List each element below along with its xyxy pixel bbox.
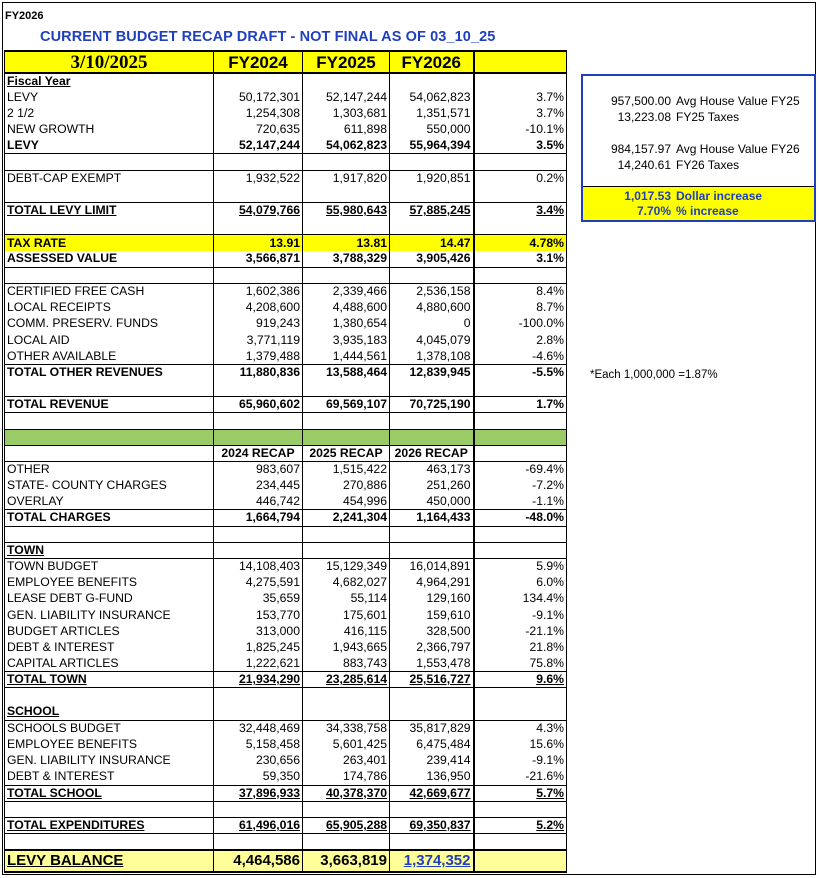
pct-change: 3.1%	[474, 251, 567, 267]
value-fy2025: 416,115	[303, 623, 390, 639]
row-label: TOTAL TOWN	[5, 672, 214, 688]
pct-change: 3.7%	[474, 89, 567, 105]
pct-change: -5.5%	[474, 364, 567, 380]
row-total-charges	[5, 510, 567, 526]
value-fy2024: 983,607	[214, 461, 303, 477]
avg-fy26-label: Avg House Value FY26	[676, 142, 800, 156]
recap-2025: 2025 RECAP	[303, 445, 390, 461]
row-label: CERTIFIED FREE CASH	[5, 283, 214, 299]
blank-row	[5, 186, 567, 202]
pct-change: 75.8%	[474, 656, 567, 672]
blank-row	[5, 688, 567, 704]
value-fy2024: 313,000	[214, 623, 303, 639]
value-fy2025: 1,917,820	[303, 170, 390, 186]
value-fy2026: 6,475,484	[390, 737, 474, 753]
row-total-town	[5, 672, 567, 688]
row-other	[5, 461, 567, 477]
year-header-row	[5, 51, 567, 73]
value-fy2025: 13.81	[303, 235, 390, 251]
row-label: Fiscal Year	[5, 73, 214, 89]
value-fy2025: 883,743	[303, 656, 390, 672]
row-label: TOWN	[5, 542, 214, 558]
row-total-levy-limit	[5, 203, 567, 219]
value-fy2024: 1,602,386	[214, 283, 303, 299]
blank-row	[5, 834, 567, 850]
value-fy2024: 50,172,301	[214, 89, 303, 105]
row-gen-liab-t	[5, 607, 567, 623]
pct-change: 5.9%	[474, 558, 567, 574]
value-fy2024: 919,243	[214, 316, 303, 332]
value-fy2024: 1,222,621	[214, 656, 303, 672]
value-fy2025: 611,898	[303, 122, 390, 138]
value-fy2024: 4,464,586	[214, 850, 303, 872]
col-fy2024: FY2024	[214, 51, 303, 73]
row-free-cash	[5, 283, 567, 299]
avg-fy25-label: Avg House Value FY25	[676, 94, 800, 108]
blank-row	[5, 413, 567, 429]
pct-change: -100.0%	[474, 316, 567, 332]
row-label: EMPLOYEE BENEFITS	[5, 737, 214, 753]
recap-header-row	[5, 445, 567, 461]
value-fy2026: 55,964,394	[390, 138, 474, 154]
value-fy2026: 4,045,079	[390, 332, 474, 348]
row-new-growth	[5, 122, 567, 138]
row-fiscal-year	[5, 73, 567, 89]
value-fy2024: 14,108,403	[214, 558, 303, 574]
value-fy2025: 3,663,819	[303, 850, 390, 872]
value-fy2026: 3,905,426	[390, 251, 474, 267]
pct-change: -9.1%	[474, 607, 567, 623]
pct-change: 134.4%	[474, 591, 567, 607]
value-fy2025: 1,943,665	[303, 639, 390, 655]
value-fy2025: 40,378,370	[303, 785, 390, 801]
row-label: TOTAL REVENUE	[5, 397, 214, 413]
blank-row	[5, 267, 567, 283]
row-town	[5, 542, 567, 558]
pct-change: 0.2%	[474, 170, 567, 186]
row-label: STATE- COUNTY CHARGES	[5, 478, 214, 494]
value-fy2024: 1,379,488	[214, 348, 303, 364]
value-fy2024: 3,566,871	[214, 251, 303, 267]
value-fy2024: 59,350	[214, 769, 303, 785]
value-fy2026: 1,374,352	[390, 850, 474, 872]
avg-fy26-value: 984,157.97	[610, 142, 671, 156]
value-fy2025: 55,980,643	[303, 203, 390, 219]
value-fy2026: 70,725,190	[390, 397, 474, 413]
row-label: LEVY BALANCE	[5, 850, 214, 872]
budget-table-body	[5, 51, 567, 872]
value-fy2026: 4,880,600	[390, 300, 474, 316]
value-fy2026: 1,378,108	[390, 348, 474, 364]
row-school	[5, 704, 567, 720]
value-fy2025: 270,886	[303, 478, 390, 494]
row-label: 2 1/2	[5, 105, 214, 121]
row-label: ASSESSED VALUE	[5, 251, 214, 267]
headline: CURRENT BUDGET RECAP DRAFT - NOT FINAL AS OF 03_10_25	[40, 29, 496, 45]
value-fy2024: 65,960,602	[214, 397, 303, 413]
row-assessed	[5, 251, 567, 267]
row-debt-cap	[5, 170, 567, 186]
value-fy2025: 34,338,758	[303, 720, 390, 736]
value-fy2026: 1,164,433	[390, 510, 474, 526]
col-fy2025: FY2025	[303, 51, 390, 73]
row-gen-liab-s	[5, 753, 567, 769]
row-label: OTHER AVAILABLE	[5, 348, 214, 364]
value-fy2026: 2,536,158	[390, 283, 474, 299]
pct-change: 2.8%	[474, 332, 567, 348]
row-total-expend	[5, 817, 567, 833]
row-label: LOCAL AID	[5, 332, 214, 348]
row-tax-rate	[5, 235, 567, 251]
row-label: EMPLOYEE BENEFITS	[5, 575, 214, 591]
row-local-receipts	[5, 300, 567, 316]
pct-change: -9.1%	[474, 753, 567, 769]
value-fy2025: 52,147,244	[303, 89, 390, 105]
value-fy2026: 12,839,945	[390, 364, 474, 380]
row-emp-benefits-s	[5, 737, 567, 753]
value-fy2025: 65,905,288	[303, 817, 390, 833]
value-fy2026: 16,014,891	[390, 558, 474, 574]
value-fy2026: 0	[390, 316, 474, 332]
value-fy2024: 153,770	[214, 607, 303, 623]
row-label: SCHOOLS BUDGET	[5, 720, 214, 736]
row-label: NEW GROWTH	[5, 122, 214, 138]
blank-row	[5, 381, 567, 397]
value-fy2026: 450,000	[390, 494, 474, 510]
pct-change: -4.6%	[474, 348, 567, 364]
row-overlay	[5, 494, 567, 510]
value-fy2025: 1,303,681	[303, 105, 390, 121]
value-fy2025: 23,285,614	[303, 672, 390, 688]
row-other-available	[5, 348, 567, 364]
value-fy2026: 69,350,837	[390, 817, 474, 833]
value-fy2025: 1,444,561	[303, 348, 390, 364]
value-fy2026: 4,964,291	[390, 575, 474, 591]
row-budget-articles	[5, 623, 567, 639]
row-total-school	[5, 785, 567, 801]
value-fy2025: 4,488,600	[303, 300, 390, 316]
row-label: LEASE DEBT G-FUND	[5, 591, 214, 607]
pct-change: -69.4%	[474, 461, 567, 477]
value-fy2026: 328,500	[390, 623, 474, 639]
row-label: SCHOOL	[5, 704, 214, 720]
value-fy2025: 263,401	[303, 753, 390, 769]
value-fy2026: 2,366,797	[390, 639, 474, 655]
row-label: BUDGET ARTICLES	[5, 623, 214, 639]
value-fy2024: 446,742	[214, 494, 303, 510]
blank-row	[5, 526, 567, 542]
pct-change: 8.7%	[474, 300, 567, 316]
blank-row	[5, 801, 567, 817]
value-fy2026: 1,351,571	[390, 105, 474, 121]
tax-fy26-value: 14,240.61	[617, 158, 671, 172]
row-state-county	[5, 478, 567, 494]
value-fy2025: 4,682,027	[303, 575, 390, 591]
row-label: TOTAL EXPENDITURES	[5, 817, 214, 833]
value-fy2025: 69,569,107	[303, 397, 390, 413]
value-fy2024: 4,275,591	[214, 575, 303, 591]
value-fy2024: 37,896,933	[214, 785, 303, 801]
value-fy2025: 2,241,304	[303, 510, 390, 526]
value-fy2024: 1,664,794	[214, 510, 303, 526]
row-label: TAX RATE	[5, 235, 214, 251]
value-fy2026: 35,817,829	[390, 720, 474, 736]
value-fy2026: 129,160	[390, 591, 474, 607]
pct-change: 15.6%	[474, 737, 567, 753]
value-fy2026: 1,920,851	[390, 170, 474, 186]
value-fy2024: 11,880,836	[214, 364, 303, 380]
value-fy2025: 13,588,464	[303, 364, 390, 380]
row-label: DEBT-CAP EXEMPT	[5, 170, 214, 186]
value-fy2025: 5,601,425	[303, 737, 390, 753]
avg-fy25-value: 957,500.00	[610, 94, 671, 108]
value-fy2025: 55,114	[303, 591, 390, 607]
dollar-increase-value: 1,017.53	[624, 189, 671, 203]
value-fy2025: 3,788,329	[303, 251, 390, 267]
pct-change: 3.5%	[474, 138, 567, 154]
pct-change: -10.1%	[474, 122, 567, 138]
value-fy2024: 13.91	[214, 235, 303, 251]
pct-change: 1.7%	[474, 397, 567, 413]
value-fy2025: 3,935,183	[303, 332, 390, 348]
recap-2024: 2024 RECAP	[214, 445, 303, 461]
value-fy2024: 1,825,245	[214, 639, 303, 655]
blank-row	[5, 219, 567, 235]
value-fy2026: 14.47	[390, 235, 474, 251]
tax-fy25-value: 13,223.08	[617, 110, 671, 124]
value-fy2025: 54,062,823	[303, 138, 390, 154]
row-two-half	[5, 105, 567, 121]
pct-increase-label: % increase	[676, 204, 739, 218]
value-fy2026: 54,062,823	[390, 89, 474, 105]
value-fy2024: 32,448,469	[214, 720, 303, 736]
value-fy2025: 15,129,349	[303, 558, 390, 574]
value-fy2024: 35,659	[214, 591, 303, 607]
value-fy2026: 1,553,478	[390, 656, 474, 672]
row-total-other-rev	[5, 364, 567, 380]
row-label: DEBT & INTEREST	[5, 639, 214, 655]
row-total-revenue	[5, 397, 567, 413]
col-pct	[474, 51, 567, 73]
pct-change: 4.78%	[474, 235, 567, 251]
row-emp-benefits-t	[5, 575, 567, 591]
row-capital-articles	[5, 656, 567, 672]
row-label: TOWN BUDGET	[5, 558, 214, 574]
value-fy2024: 720,635	[214, 122, 303, 138]
row-levy-balance	[5, 850, 567, 872]
value-fy2024: 3,771,119	[214, 332, 303, 348]
row-label: TOTAL CHARGES	[5, 510, 214, 526]
value-fy2024: 1,932,522	[214, 170, 303, 186]
row-label: OTHER	[5, 461, 214, 477]
row-label: DEBT & INTEREST	[5, 769, 214, 785]
blank-row	[5, 154, 567, 170]
value-fy2024: 54,079,766	[214, 203, 303, 219]
corner-title: FY2026	[5, 10, 44, 22]
row-label: TOTAL OTHER REVENUES	[5, 364, 214, 380]
value-fy2024: 61,496,016	[214, 817, 303, 833]
value-fy2024: 1,254,308	[214, 105, 303, 121]
pct-increase-value: 7.70%	[636, 204, 671, 218]
increase-highlight	[583, 186, 814, 220]
date-cell: 3/10/2025	[5, 51, 214, 73]
row-label: CAPITAL ARTICLES	[5, 656, 214, 672]
row-label: GEN. LIABILITY INSURANCE	[5, 607, 214, 623]
row-label: LEVY	[5, 138, 214, 154]
dollar-increase-label: Dollar increase	[676, 189, 763, 203]
pct-change: 3.7%	[474, 105, 567, 121]
row-label: OVERLAY	[5, 494, 214, 510]
col-fy2026: FY2026	[390, 51, 474, 73]
pct-change: -21.6%	[474, 769, 567, 785]
value-fy2025: 454,996	[303, 494, 390, 510]
value-fy2026: 550,000	[390, 122, 474, 138]
row-comm-preserv	[5, 316, 567, 332]
value-fy2024: 21,934,290	[214, 672, 303, 688]
pct-change: 21.8%	[474, 639, 567, 655]
pct-change: -1.1%	[474, 494, 567, 510]
row-label: LEVY	[5, 89, 214, 105]
green-separator-row	[5, 429, 567, 445]
pct-change: -7.2%	[474, 478, 567, 494]
value-fy2024: 234,445	[214, 478, 303, 494]
row-levy-base	[5, 89, 567, 105]
pct-change: 8.4%	[474, 283, 567, 299]
row-schools-budget	[5, 720, 567, 736]
row-label: LOCAL RECEIPTS	[5, 300, 214, 316]
value-fy2026: 239,414	[390, 753, 474, 769]
footnote: *Each 1,000,000 =1.87%	[590, 369, 718, 381]
value-fy2026: 42,669,677	[390, 785, 474, 801]
pct-change: 9.6%	[474, 672, 567, 688]
value-fy2025: 2,339,466	[303, 283, 390, 299]
row-debt-interest-s	[5, 769, 567, 785]
row-lease-debt	[5, 591, 567, 607]
recap-2026: 2026 RECAP	[390, 445, 474, 461]
tax-fy25-label: FY25 Taxes	[676, 110, 740, 124]
pct-change: -21.1%	[474, 623, 567, 639]
budget-table	[4, 50, 567, 873]
pct-change: -48.0%	[474, 510, 567, 526]
row-label: TOTAL SCHOOL	[5, 785, 214, 801]
row-town-budget	[5, 558, 567, 574]
value-fy2026: 159,610	[390, 607, 474, 623]
house-value-box	[581, 74, 816, 222]
pct-change: 5.2%	[474, 817, 567, 833]
pct-change: 6.0%	[474, 575, 567, 591]
value-fy2025: 175,601	[303, 607, 390, 623]
tax-fy26-label: FY26 Taxes	[676, 158, 740, 172]
value-fy2025: 1,380,654	[303, 316, 390, 332]
value-fy2026: 463,173	[390, 461, 474, 477]
pct-change: 4.3%	[474, 720, 567, 736]
value-fy2024: 52,147,244	[214, 138, 303, 154]
value-fy2024: 5,158,458	[214, 737, 303, 753]
row-label: TOTAL LEVY LIMIT	[5, 203, 214, 219]
pct-change: 3.4%	[474, 203, 567, 219]
value-fy2024: 4,208,600	[214, 300, 303, 316]
value-fy2024: 230,656	[214, 753, 303, 769]
row-levy	[5, 138, 567, 154]
row-debt-interest-t	[5, 639, 567, 655]
value-fy2026: 136,950	[390, 769, 474, 785]
row-label: COMM. PRESERV. FUNDS	[5, 316, 214, 332]
value-fy2026: 251,260	[390, 478, 474, 494]
pct-change: 5.7%	[474, 785, 567, 801]
value-fy2026: 57,885,245	[390, 203, 474, 219]
value-fy2026: 25,516,727	[390, 672, 474, 688]
value-fy2025: 1,515,422	[303, 461, 390, 477]
row-local-aid	[5, 332, 567, 348]
row-label: GEN. LIABILITY INSURANCE	[5, 753, 214, 769]
value-fy2025: 174,786	[303, 769, 390, 785]
